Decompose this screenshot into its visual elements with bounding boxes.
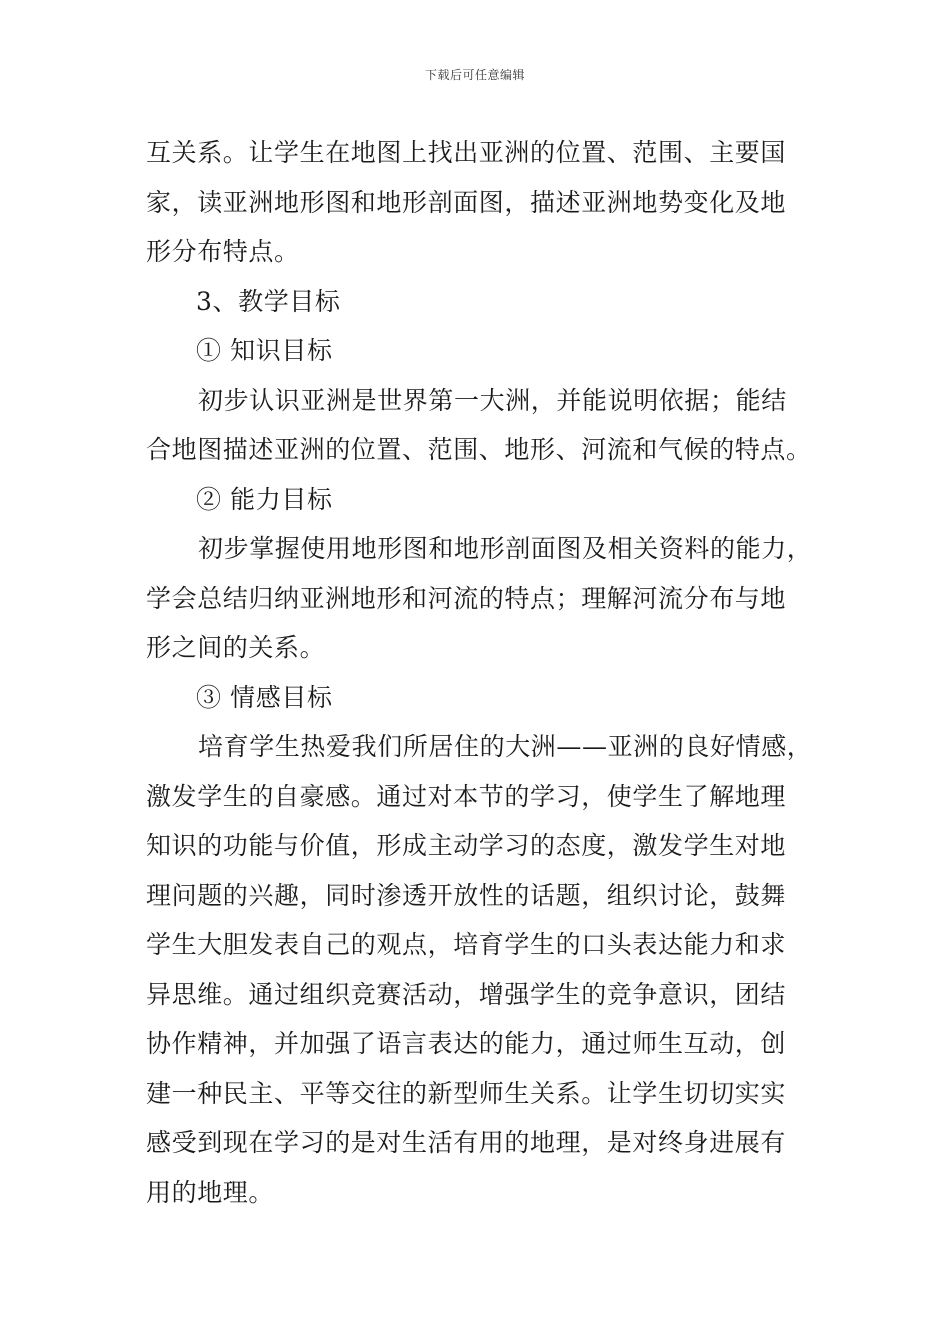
paragraph-line: 形之间的关系。 (146, 633, 326, 662)
paragraph-line: 感受到现在学习的是对生活有用的地理，是对终身进展有 (146, 1128, 787, 1157)
paragraph-line: 初步掌握使用地形图和地形剖面图及相关资料的能力， (198, 534, 813, 563)
paragraph-line: 培育学生热爱我们所居住的大洲——亚洲的良好情感， (198, 732, 813, 761)
subsection-heading: ② 能力目标 (196, 484, 333, 514)
paragraph-line: 知识的功能与价值，形成主动学习的态度，激发学生对地 (146, 831, 787, 860)
subsection-heading: ① 知识目标 (196, 336, 333, 365)
paragraph-line: 初步认识亚洲是世界第一大洲，并能说明依据；能结 (198, 385, 787, 415)
paragraph-line: 用的地理。 (146, 1177, 275, 1207)
paragraph-line: 互关系。让学生在地图上找出亚洲的位置、范围、主要国 (146, 138, 787, 167)
paragraph-line: 协作精神，并加强了语言表达的能力，通过师生互动，创 (146, 1029, 787, 1058)
paragraph-line: 理问题的兴趣，同时渗透开放性的话题，组织讨论，鼓舞 (146, 880, 787, 910)
document-body (146, 128, 836, 1217)
paragraph-line: 异思维。通过组织竞赛活动，增强学生的竞争意识，团结 (146, 979, 787, 1009)
paragraph-line: 建一种民主、平等交往的新型师生关系。让学生切切实实 (146, 1078, 787, 1108)
paragraph-line: 激发学生的自豪感。通过对本节的学习，使学生了解地理 (146, 781, 787, 811)
subsection-heading: ③ 情感目标 (196, 682, 333, 712)
paragraph-line: 家，读亚洲地形图和地形剖面图，描述亚洲地势变化及地 (146, 187, 787, 217)
paragraph-line: 合地图描述亚洲的位置、范围、地形、河流和气候的特点。 (146, 435, 812, 464)
paragraph-line: 形分布特点。 (146, 237, 300, 266)
header-note: 下载后可任意编辑 (424, 68, 525, 82)
paragraph-line: 学会总结归纳亚洲地形和河流的特点；理解河流分布与地 (146, 583, 787, 613)
paragraph-line: 学生大胆发表自己的观点，培育学生的口头表达能力和求 (146, 930, 787, 959)
section-heading: 3、教学目标 (196, 286, 341, 316)
